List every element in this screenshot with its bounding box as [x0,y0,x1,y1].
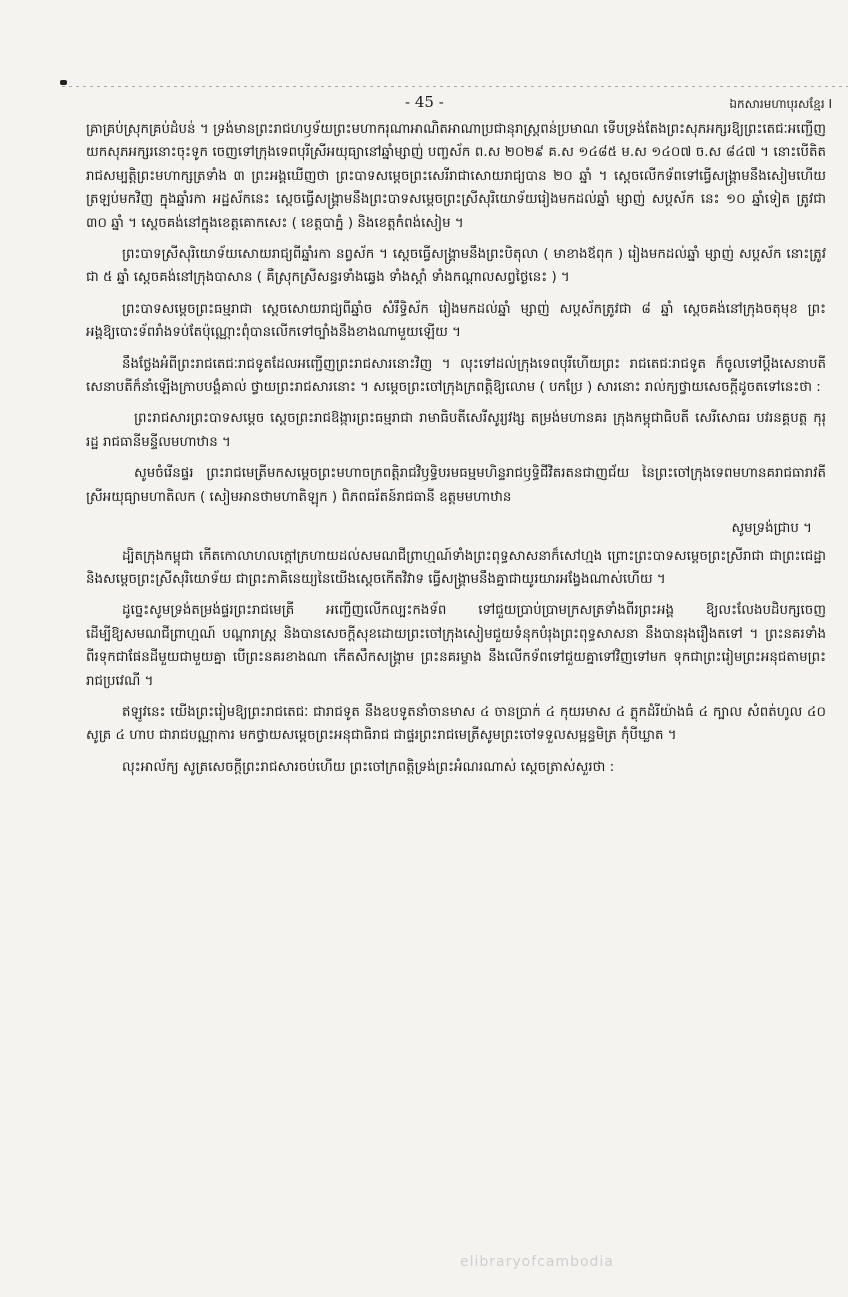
paragraph: ឥឡូវនេះ យើងព្រះរៀមឱ្យព្រះរាជតេជៈ ជារាជទូត នឹងឧបទូតនាំចានមាស ៤ ចានប្រាក់ ៤ កុយរមាស ៤ ភ្លុកដំរីយ៉ាងធំ ៤ ក្បាល សំពត់ហូល ៤០ សូត្រ ៤ ហាប ជារាជបណ្ណាការ មកថ្វាយសម្តេចព្រះអនុជាធិរាជ ជាផ្ទរព្រះរាជមេត្រីសូមព្រះចៅទទួលសម្អន្ធមិត្រ កុំបីឃ្លាត ។ [86,704,826,744]
header-rule [62,86,848,87]
watermark: elibraryofcambodia [460,1254,614,1270]
page-number: - 45 - [405,93,444,111]
scan-mark [60,80,67,85]
paragraph: ព្រះបាទស្រីសុរិយោទ័យសោយរាជ្យពីឆ្នាំរកា នព្វស័ក ។ ស្តេចធ្វើសង្គ្រាមនឹងព្រះបិតុលា ( មាខាងឪពុក ) រៀងមកដល់ឆ្នាំ ម្សាញ់ សប្តស័ក នោះត្រូវជា ៥ ឆ្នាំ ស្តេចគង់នៅក្រុងបាសាន ( គឺស្រុកស្រីសន្ធរទាំងឆ្វេង ទាំងស្តាំ ទាំងកណ្តាលសព្វថ្ងៃនេះ ) ។ [86,247,826,286]
royal-letter-quote: ព្រះរាជសារព្រះបាទសម្តេច ស្តេចព្រះរាជឱង្ការព្រះធម្មរាជា រាមាធិបតីសេរីសូរ្យវង្ស តម្រង់មហានគរ ក្រុងកម្ពុជាធិបតី សេរីសោធរ បវរនគ្គបត្ត កុរុរដ្ឋ រាជធានីមន្ទីលមហាឋាន ។ [86,411,826,450]
paragraph: លុះអាល័ក្យ សូត្រសេចក្តីព្រះរាជសារចប់ហើយ ព្រះចៅក្រពត្តិទ្រង់ព្រះអំណរណាស់ ស្តេចត្រាស់សួរថា : [122,759,615,775]
paragraph: ដ្បិតក្រុងកម្ពុជា កើតកោលាហលក្តៅក្រហាយដល់សមណជីព្រាហ្មណ៍ទាំងព្រះពុទ្ធសាសនាក៏សៅហ្មង ព្រោះព្រះបាទសម្តេចព្រះស្រីរាជា ជាព្រះជេដ្ឋា និងសម្តេចព្រះស្រីសុរិយោទ័យ ជាព្រះភាគិនេយ្យនៃយើងស្តេចកើតវិវាទ ធ្វើសង្គ្រាមនឹងគ្នាជាយូរយារអង្វែងណាស់ហើយ ។ [86,548,826,587]
body-text [86,118,826,787]
paragraph: នឹងថ្លែងអំពីព្រះរាជតេជៈរាជទូតដែលអញ្ជើញព្រះរាជសារនោះវិញ ។ លុះទៅដល់ក្រុងទេពបុរីហើយព្រះ រាជតេជៈរាជទូត ក៏ចូលទៅប្តឹងសេនាបតី សេនាបតីក៏នាំឡើងក្រាបបង្គំគាល់ ថ្វាយព្រះរាជសារនោះ ។ សម្តេចព្រះចៅក្រុងក្រពត្តិឱ្យលោម ( បកប្រែ ) សារនោះ រាល់ក្យថ្វាយសេចក្តីដូចតទៅនេះថា : [86,356,826,396]
paragraph: ដូច្នេះសូមទ្រង់តម្រង់ផ្ទរព្រះរាជមេត្រី អញ្ជើញលើកល្បះកងទ័ព ទៅជួយប្រាប់ប្រាមក្រសត្រទាំងពីរព្រះអង្គ ឱ្យលះលែងបដិបក្សចេញដើម្បីឱ្យសមណជីព្រាហ្មណ៍ បណ្តារាស្ត្រ និងបានសេចក្តីសុខដោយព្រះចៅក្រុងសៀមជួយទំនុកបំរុងព្រះពុទ្ធសាសនា នឹងបានរុងរឿងតទៅ ។ ព្រះនគរទាំងពីរទុកជាផែនដីមួយជាមួយគ្នា បើព្រះនគរខាងណា កើតសឹកសង្គ្រាម ព្រះនគរម្ខាង នឹងលើកទ័ពទៅជួយគ្នាទៅវិញទៅមក ទុកជាព្រះរៀមព្រះអនុជតាមព្រះរាជប្រវេណី ។ [86,603,826,689]
royal-letter-quote: សូមចំរើនផ្ទរ ព្រះរាជមេត្រីមកសម្តេចព្រះមហាចក្រពត្តិរាជវិឫទ្ធិបរមធម្មមហិន្ទរាជឫទ្ធិជីវិតរតនជាញជ័យ នៃព្រះចៅក្រុងទេពមហានគរាជធារាវតីស្រីអយុធ្យាមហាតិលក ( សៀមអានថាមហាតិឡុក ) ពិភពធរ័តន៍រាជធានី ឧត្តមមហាឋាន [86,466,826,505]
paragraph: គ្រាគ្រប់ស្រុកគ្រប់ដំបន់ ។ ទ្រង់មានព្រះរាជហឫទ័យព្រះមហាករុណាអាណិតអាណាប្រជានុរាស្ត្រពន់ប្រមាណ ទើបទ្រង់តែងព្រះសុភអក្សរឱ្យព្រះតេជៈអញ្ជើញយកសុភអក្សរនោះចុះទូក ចេញទៅក្រុងទេពបុរីស្រីអយុធ្យានៅឆ្នាំម្សាញ់ បញ្ចស័ក ព.ស ២០២៩ គ.ស ១៤៨៥ ម.ស ១៤០៧ ច.ស ៨៤៧ ។ នោះបើតិតរាជសម្បត្តិព្រះមហាក្សត្រទាំង ៣ ព្រះអង្គឃើញថា ព្រះបាទសម្តេចព្រះសេរីរាជាសោយរាជ្យបាន ២០ ឆ្នាំ ។ ស្តេចលើកទ័ពទៅធ្វើសង្គ្រាមនឹងសៀមហើយត្រឡប់មកវិញ ក្នុងឆ្នាំរកា អដ្ឋស័កនេះ ស្តេចធ្វើសង្គ្រាមនឹងព្រះបាទសម្តេចព្រះស្រីសុរិយោទ័យរៀងមកដល់ឆ្នាំ ម្សាញ់ សប្តស័ក នេះ ១០ ឆ្នាំទៀត ត្រូវជា ៣០ ឆ្នាំ ។ ស្តេចគង់នៅក្នុងខេត្តគោកសេះ ( ខេត្តបាភ្នំ ) និងខេត្តកំពង់សៀម ។ [86,122,826,231]
running-head: ឯកសារមហាបុរសខ្មែរ I [729,97,832,111]
paragraph: ព្រះបាទសម្តេចព្រះធម្មរាជា ស្តេចសោយរាជ្យពីឆ្នាំច សំរឹទ្ធិស័ក រៀងមកដល់ឆ្នាំ ម្សាញ់ សប្តស័កត្រូវជា ៨ ឆ្នាំ ស្តេចគង់នៅក្រុងចតុមុខ ព្រះអង្គឱ្យបោះទ័ពរាំងទប់តែប៉ុណ្ណោះពុំបានលើកទៅច្បាំងនឹងខាងណាមួយឡើយ ។ [86,301,826,341]
closing-line: សូមទ្រង់ជ្រាប ។ [731,521,812,537]
